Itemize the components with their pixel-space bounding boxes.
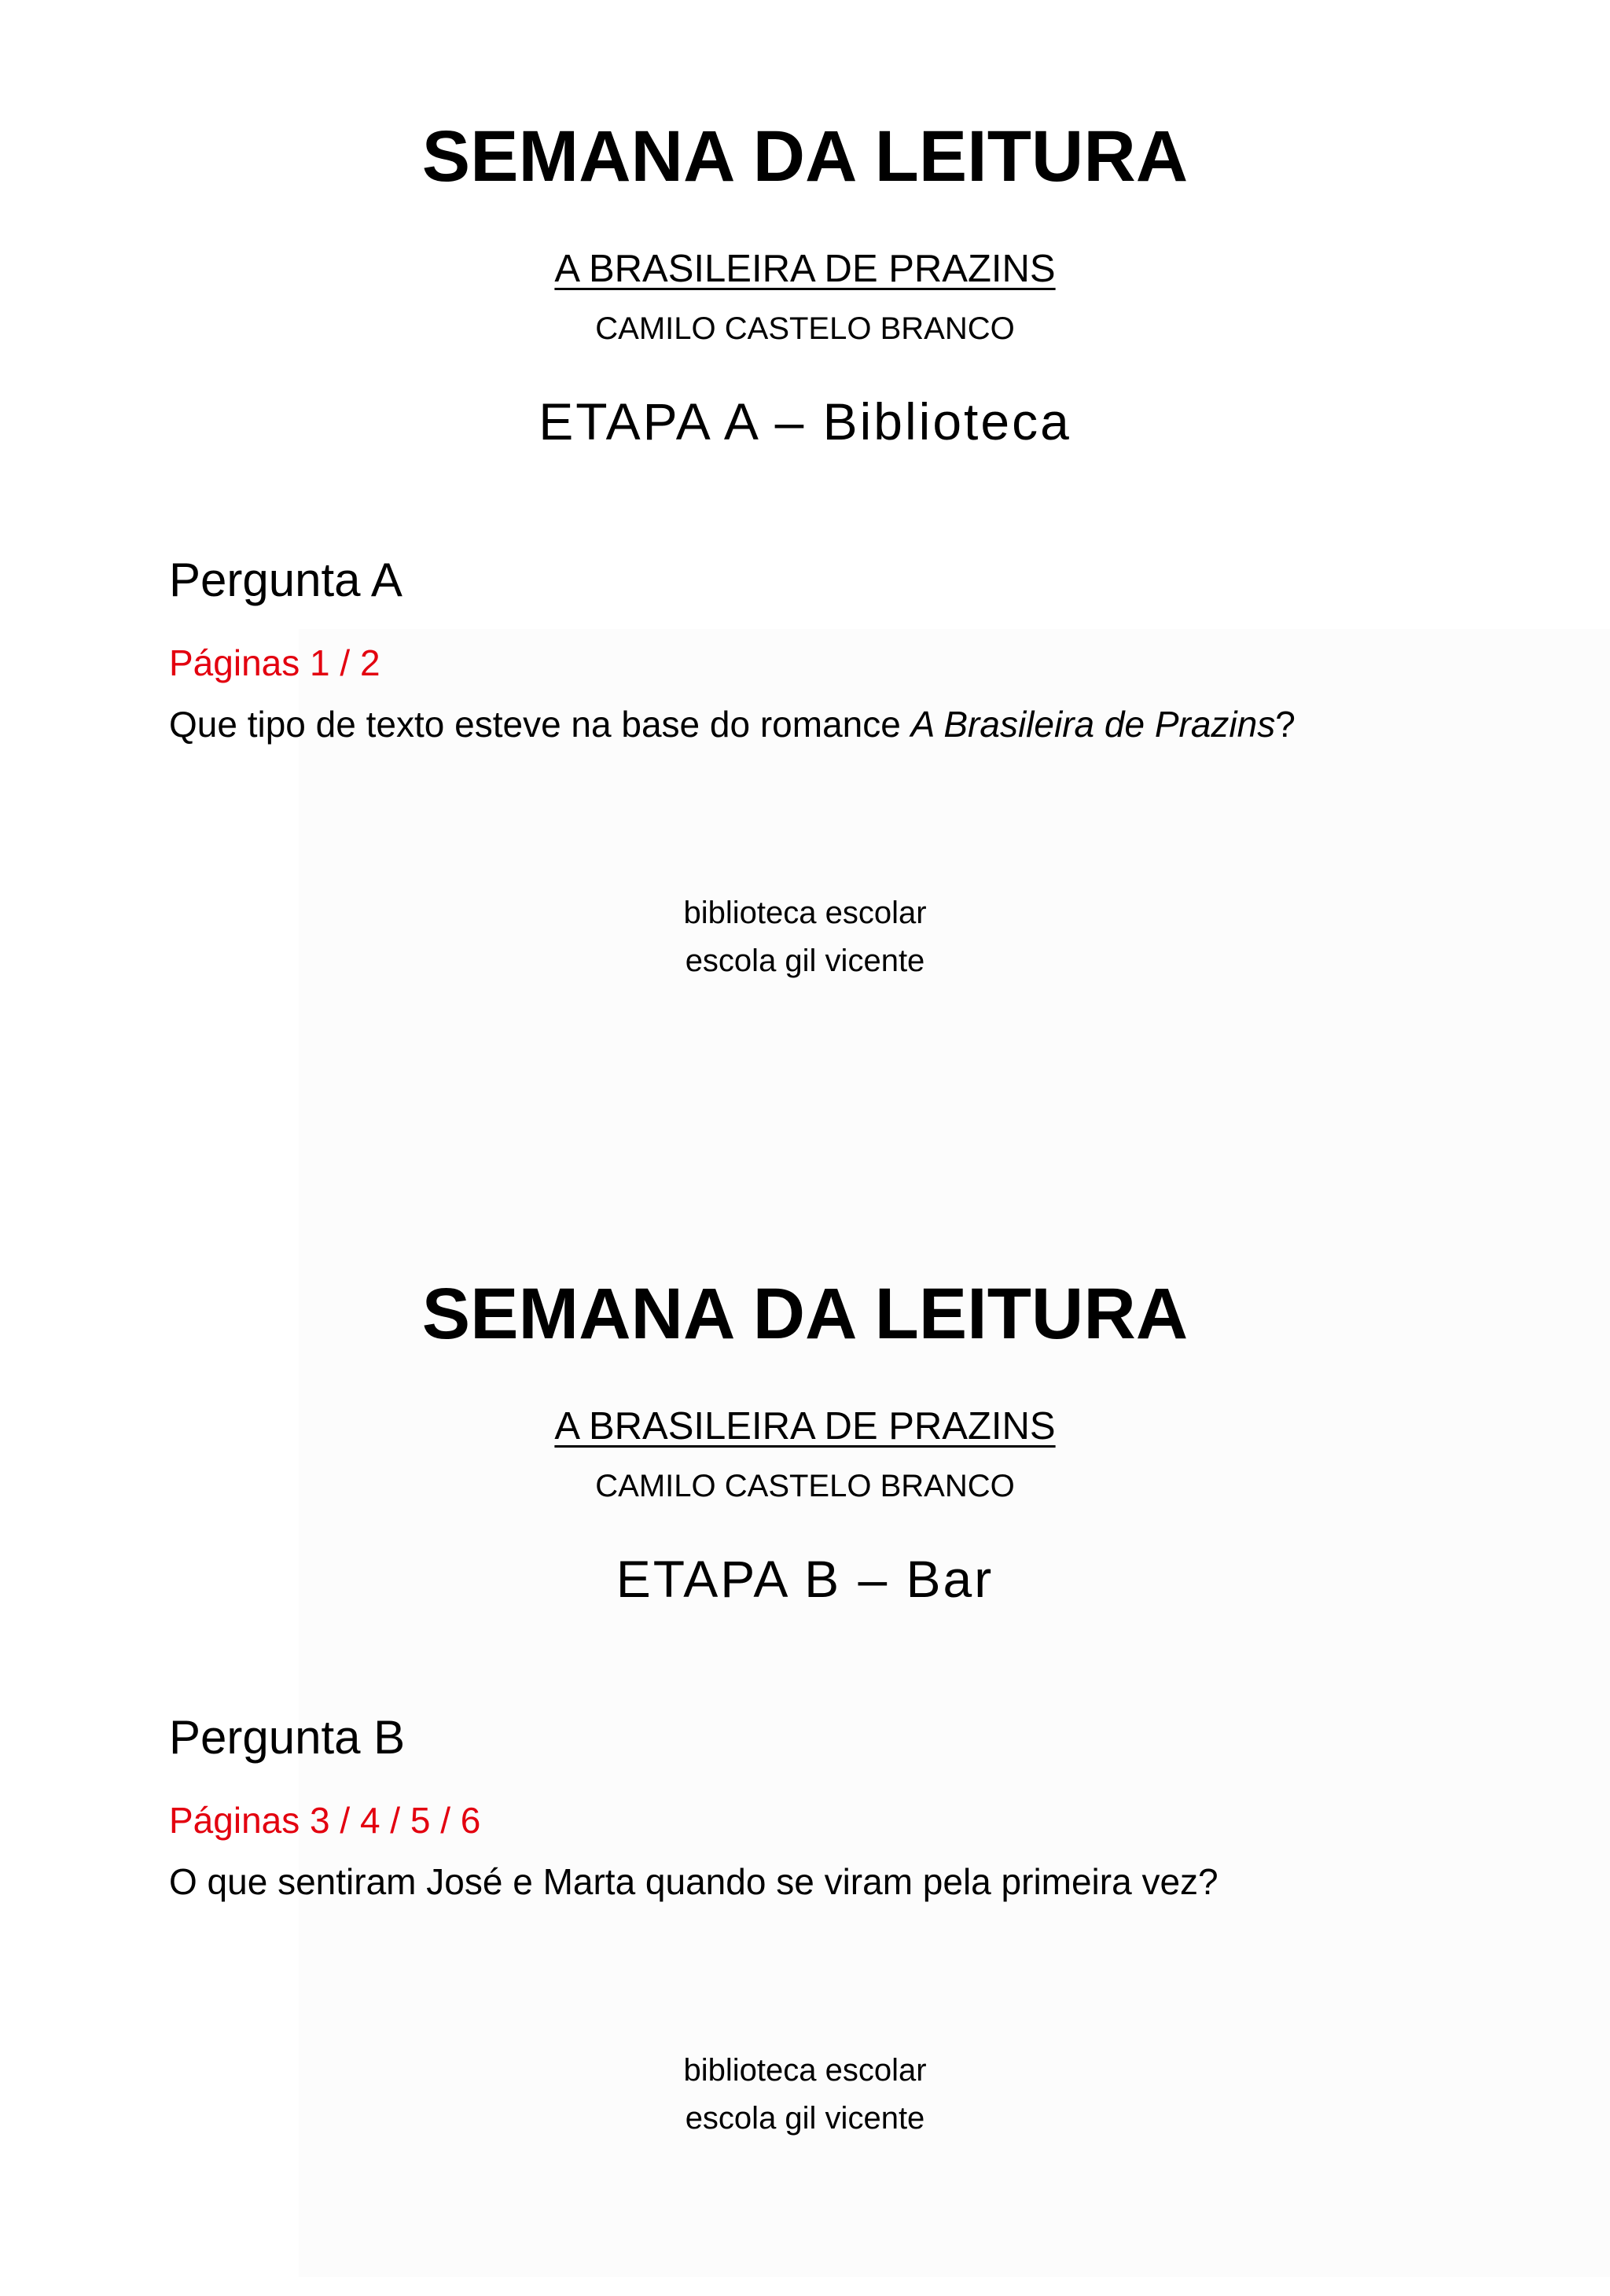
question-label: Pergunta A [169,554,402,606]
question-text-end: ? [1275,704,1296,745]
question-label: Pergunta B [169,1711,406,1764]
footer-library: biblioteca escolar [683,2053,927,2088]
question-text [169,704,1296,745]
reading-card-b [0,1157,1610,2296]
card-title: SEMANA DA LEITURA [421,1274,1189,1354]
footer-school: escola gil vicente [685,944,925,978]
card-title: SEMANA DA LEITURA [421,116,1189,197]
footer-school: escola gil vicente [685,2101,925,2136]
question-text-start: Que tipo de texto esteve na base do romance [169,704,911,745]
reading-card-a [0,0,1610,1139]
question-text [169,1861,1219,1902]
author-name: CAMILO CASTELO BRANCO [595,1469,1015,1503]
pages-reference: Páginas 3 / 4 / 5 / 6 [169,1800,481,1841]
book-title-text: A BRASILEIRA DE PRAZINS [554,1405,1056,1448]
stage-heading: ETAPA A – Biblioteca [539,392,1071,451]
footer-library: biblioteca escolar [683,896,927,930]
stage-heading: ETAPA B – Bar [616,1550,994,1608]
question-text-start: O que sentiram José e Marta quando se viram pela primeira vez? [169,1861,1219,1902]
book-title-text: A BRASILEIRA DE PRAZINS [554,248,1056,290]
author-name: CAMILO CASTELO BRANCO [595,311,1015,346]
book-title [0,1407,1610,1446]
pages-reference: Páginas 1 / 2 [169,642,380,683]
question-book-title: A Brasileira de Prazins [910,704,1276,745]
book-title [0,250,1610,289]
